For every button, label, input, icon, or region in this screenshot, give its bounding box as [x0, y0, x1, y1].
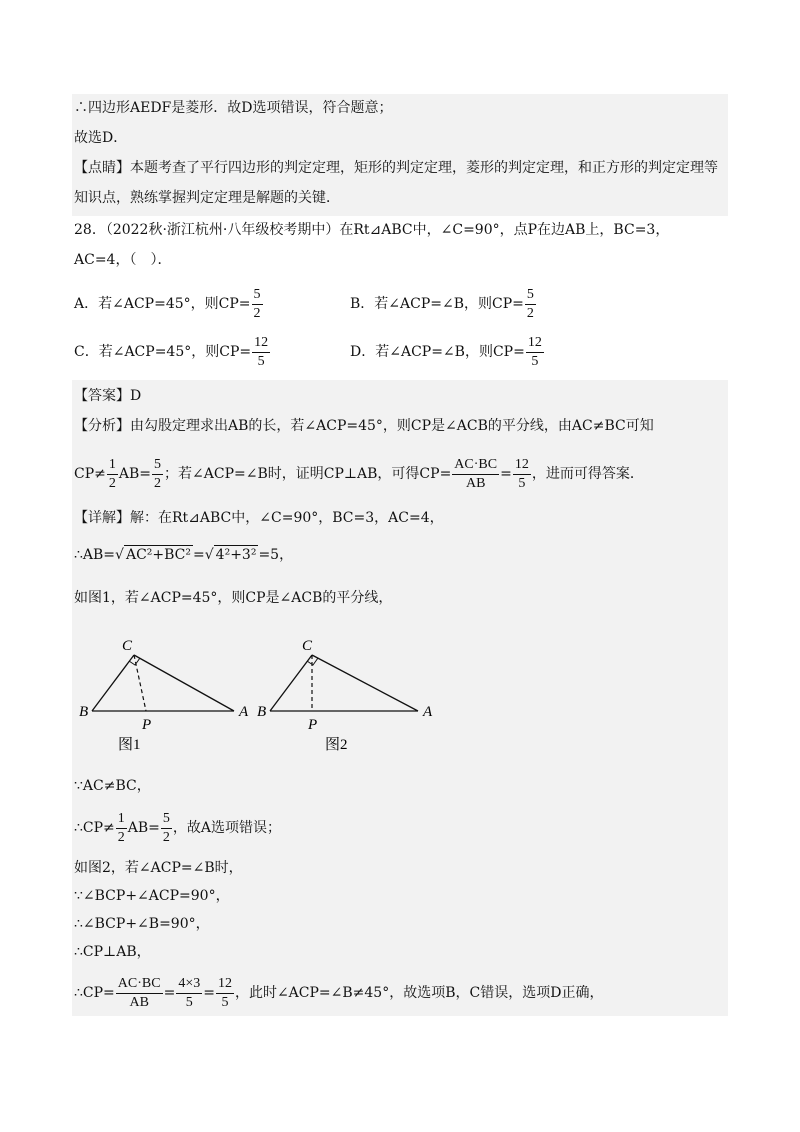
label-b: B	[257, 704, 267, 720]
option-d: D．若∠ACP=∠B，则CP= $\frac{12}{5}$	[350, 334, 542, 369]
analysis-tag: 【分析】	[74, 418, 130, 434]
figure-2	[257, 638, 433, 753]
detail-because1: ∵AC≠BC，	[74, 778, 151, 794]
option-a-fraction: $\frac{5}{2}$	[253, 286, 261, 321]
detail-because2: ∵∠BCP+∠ACP=90°，	[74, 888, 230, 904]
option-c: C．若∠ACP=45°，则CP= $\frac{12}{5}$	[74, 334, 269, 369]
option-b-fraction: $\frac{5}{2}$	[526, 286, 534, 321]
analysis-line2: CP≠ $\frac{1}{2}$ AB= $\frac{5}{2}$ ；若∠ACP=∠B时，证明CP⊥AB，可得CP= $\frac{AC\cdot BC}{AB}$ = $\frac{12}{5}$ ，进而可得答案．	[74, 456, 644, 491]
label-p: P	[308, 717, 318, 733]
option-b: B．若∠ACP=∠B，则CP= $\frac{5}{2}$	[350, 286, 534, 321]
label-c: C	[122, 638, 133, 654]
option-c-fraction: $\frac{12}{5}$	[254, 334, 269, 369]
comment-line2: 知识点，熟练掌握判定定理是解题的关键．	[74, 190, 340, 206]
detail-therefore3: ∴CP⊥AB，	[74, 944, 151, 960]
option-d-fraction: $\frac{12}{5}$	[527, 334, 542, 369]
label-a: A	[239, 704, 249, 720]
triangle-figures	[72, 623, 448, 759]
question-stem-1: 28．（2022秋·浙江杭州·八年级校考期中）在Rt⊿ABC中，∠C=90°，点P在边AB上，BC=3，	[74, 222, 670, 238]
detail-therefore2: ∴∠BCP+∠B=90°，	[74, 916, 210, 932]
label-b: B	[79, 704, 89, 720]
para-rhombus: ∴四边形AEDF是菱形．故D选项错误，符合题意；	[74, 100, 393, 116]
caption-fig2: 图2	[325, 737, 348, 753]
para-choose: 故选D．	[74, 130, 128, 146]
question-stem-2: AC=4，（ ）．	[74, 252, 172, 268]
label-c: C	[302, 638, 313, 654]
question-number: 28．	[74, 222, 106, 238]
answer-line	[74, 386, 141, 406]
label-p: P	[142, 717, 152, 733]
comment-line1: 【点睛】本题考查了平行四边形的判定定理，矩形的判定定理，菱形的判定定理，和正方形的判定定理等	[74, 160, 718, 176]
question-source: （2022秋·浙江杭州·八年级校考期中）	[105, 222, 340, 238]
caption-fig1: 图1	[118, 737, 141, 753]
detail-line1: 【详解】解：在Rt⊿ABC中，∠C=90°，BC=3，AC=4，	[74, 510, 444, 526]
detail-fig1-text: 如图1，若∠ACP=45°，则CP是∠ACB的平分线，	[74, 590, 393, 606]
detail-fig2-text: 如图2，若∠ACP=∠B时，	[74, 860, 243, 876]
comment-tag: 【点睛】	[74, 160, 130, 176]
figure-panel	[72, 623, 448, 759]
detail-final: ∴CP= $\frac{AC\cdot BC}{AB}$ = $\frac{4\times 3}{5}$ = $\frac{12}{5}$ ，此时∠ACP=∠B≠45°，故选项B，C错误，选项D正确，	[74, 975, 604, 1010]
answer-tag: 【答案】	[74, 388, 130, 404]
option-a: A．若∠ACP=45°，则CP= $\frac{5}{2}$	[74, 286, 261, 321]
detail-therefore1: ∴CP≠ $\frac{1}{2}$ AB= $\frac{5}{2}$ ，故A选项错误；	[74, 810, 282, 845]
label-a: A	[423, 704, 433, 720]
detail-ab-calc: ∴AB=√ AC²+BC² =√ 4²+3² =5，	[74, 547, 294, 563]
answer-value: D	[130, 388, 142, 404]
figure-1	[79, 638, 249, 753]
detail-tag: 【详解】	[74, 510, 130, 526]
analysis-line1: 【分析】由勾股定理求出AB的长，若∠ACP=45°，则CP是∠ACB的平分线，由AC≠BC可知	[74, 418, 654, 434]
